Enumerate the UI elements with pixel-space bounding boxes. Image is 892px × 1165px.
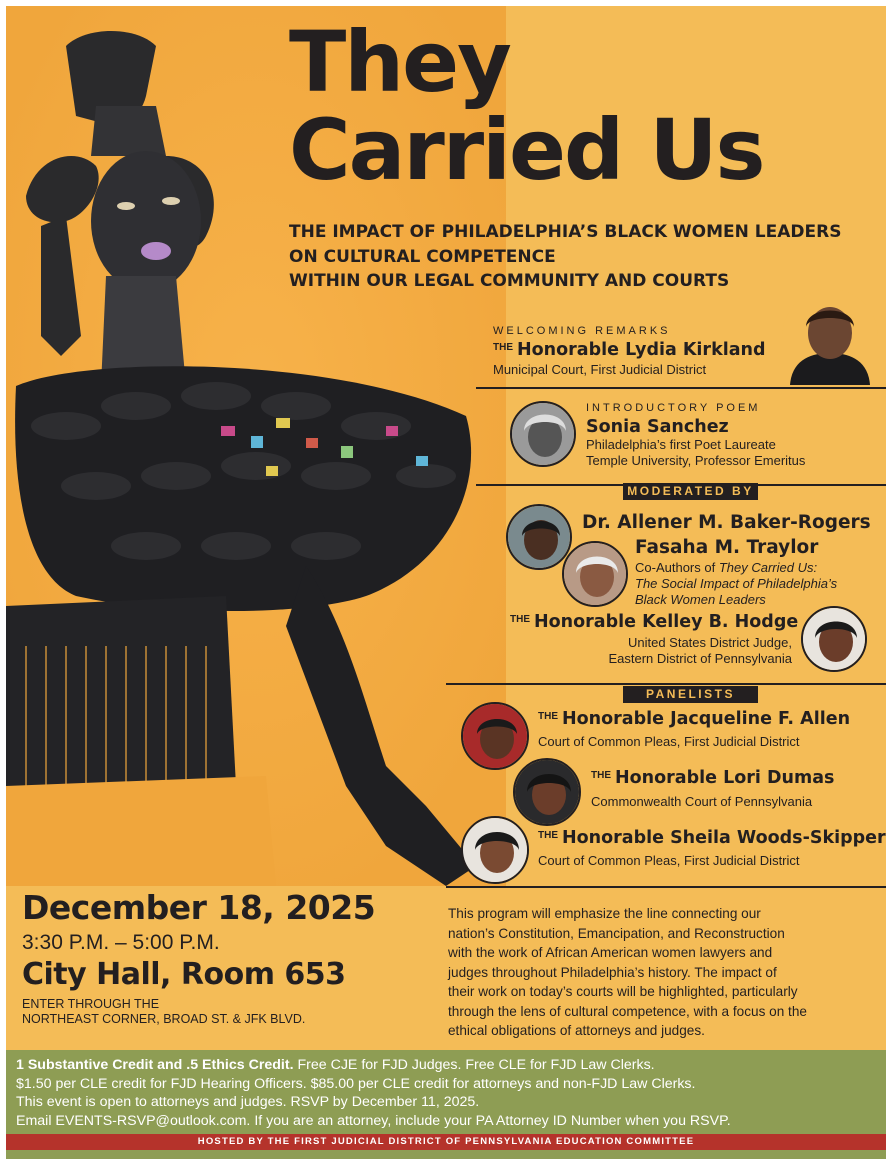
- credits-line-4: Email EVENTS-RSVP@outlook.com. If you are an attorney, include your PA Attorney ID Number when you RSVP.: [16, 1112, 731, 1129]
- coauthors-line: [635, 560, 817, 576]
- description-line: nation’s Constitution, Emancipation, and Reconstruction: [448, 925, 785, 941]
- description-line: their work on today’s courts will be highlighted, particularly: [448, 984, 798, 999]
- moderated-band: MODERATED BY: [623, 483, 758, 500]
- subtitle-line-2: ON CULTURAL COMPETENCE: [289, 246, 556, 267]
- poster-title: [289, 13, 764, 199]
- welcoming-label: WELCOMING REMARKS: [493, 325, 671, 337]
- moderator-hodge: [510, 612, 798, 632]
- entrance-line-1: ENTER THROUGH THE: [22, 997, 160, 1011]
- credits-box: [6, 1050, 886, 1134]
- event-details: [22, 888, 375, 1027]
- photo-sheila-woods-skipper: [461, 816, 529, 884]
- credits-bold: 1 Substantive Credit and .5 Ethics Credit.: [16, 1057, 294, 1073]
- poem-line-1: Philadelphia’s first Poet Laureate: [586, 437, 776, 452]
- panelist-3-affiliation: Court of Common Pleas, First Judicial District: [538, 853, 800, 868]
- photo-fasaha-traylor: [562, 541, 628, 607]
- event-date-day: December 18,: [22, 888, 275, 927]
- description-line: judges throughout Philadelphia’s history. The impact of: [448, 964, 777, 980]
- divider-3: [446, 683, 886, 685]
- the-prefix: THE: [538, 711, 558, 722]
- book-title-3: [635, 592, 766, 608]
- hodge-affiliation-2: Eastern District of Pennsylvania: [608, 651, 792, 666]
- book-title-1: They Carried Us:: [718, 560, 818, 575]
- the-prefix: THE: [493, 342, 513, 353]
- photo-kelley-hodge: [801, 606, 867, 672]
- poem-line-2: Temple University, Professor Emeritus: [586, 453, 806, 468]
- entrance-line-2: NORTHEAST CORNER, BROAD ST. & JFK BLVD.: [22, 1012, 306, 1026]
- divider-1: [476, 387, 886, 389]
- subtitle-line-3: WITHIN OUR LEGAL COMMUNITY AND COURTS: [289, 271, 730, 291]
- event-poster: [6, 6, 886, 1159]
- panelist-3: [538, 828, 886, 848]
- bottom-strip: [6, 1150, 886, 1159]
- book-title-2: [635, 576, 837, 592]
- photo-lydia-kirkland: [782, 289, 878, 385]
- photo-lori-dumas: [513, 758, 581, 826]
- panelist-2-affiliation: Commonwealth Court of Pennsylvania: [591, 794, 813, 809]
- event-room: City Hall, Room 653: [22, 957, 346, 992]
- description-line: through the lens of cultural competence, with a focus on the: [448, 1003, 807, 1019]
- book-title-2-text: The Social Impact of Philadelphia’s: [635, 576, 838, 591]
- subtitle-line-1: THE IMPACT OF PHILADELPHIA’S BLACK WOMEN LEADERS: [289, 222, 842, 242]
- moderator-name-2: Fasaha M. Traylor: [635, 537, 819, 558]
- divider-4: [446, 886, 886, 888]
- event-year: 2025: [274, 888, 376, 927]
- the-prefix: THE: [510, 614, 530, 625]
- credits-line-3: This event is open to attorneys and judges. RSVP by December 11, 2025.: [16, 1094, 480, 1110]
- panelist-1: [538, 709, 850, 729]
- host-footer: HOSTED BY THE FIRST JUDICIAL DISTRICT OF PENNSYLVANIA EDUCATION COMMITTEE: [6, 1134, 886, 1150]
- panelists-band: PANELISTS: [623, 686, 758, 703]
- poem-label: INTRODUCTORY POEM: [586, 402, 761, 414]
- panelist-3-name: Honorable Sheila Woods-Skipper: [562, 828, 886, 848]
- welcoming-affiliation: Municipal Court, First Judicial District: [493, 362, 707, 377]
- photo-jacqueline-allen: [461, 702, 529, 770]
- photo-sonia-sanchez: [510, 401, 576, 467]
- credits-line-1: [16, 1056, 876, 1075]
- hodge-affiliation-1: United States District Judge,: [627, 635, 792, 650]
- welcoming-speaker: [493, 340, 766, 360]
- title-line-2: Carried Us: [289, 101, 764, 199]
- moderator-name-1: Dr. Allener M. Baker-Rogers: [582, 512, 871, 533]
- the-prefix: THE: [591, 770, 611, 781]
- book-title-3-text: Black Women Leaders: [635, 592, 766, 607]
- coauthors-prefix: Co-Authors of: [635, 560, 719, 575]
- the-prefix: THE: [538, 830, 558, 841]
- panelist-2-name: Honorable Lori Dumas: [615, 768, 835, 788]
- panelist-2: [591, 768, 834, 788]
- poster-subtitle: [289, 220, 879, 294]
- title-line-1: They: [289, 13, 510, 111]
- poem-name: Sonia Sanchez: [586, 417, 729, 437]
- event-date: [22, 888, 375, 927]
- moderator-name-3: Honorable Kelley B. Hodge: [534, 612, 799, 632]
- credits-line-2: $1.50 per CLE credit for FJD Hearing Officers. $85.00 per CLE credit for attorneys and non-FJD Law Clerks.: [16, 1075, 696, 1092]
- description-line: ethical obligations of attorneys and judges.: [448, 1023, 705, 1038]
- panelist-1-affiliation: Court of Common Pleas, First Judicial District: [538, 734, 800, 749]
- panelist-1-name: Honorable Jacqueline F. Allen: [562, 709, 851, 729]
- photo-allener-baker-rogers: [506, 504, 572, 570]
- program-description: [448, 904, 884, 1041]
- event-time: 3:30 P.M. – 5:00 P.M.: [22, 931, 220, 954]
- description-line: This program will emphasize the line connecting our: [448, 906, 761, 921]
- description-line: with the work of African American women lawyers and: [448, 945, 773, 960]
- welcoming-name: Honorable Lydia Kirkland: [517, 340, 766, 360]
- credits-line-1-rest: Free CJE for FJD Judges. Free CLE for FJD Law Clerks.: [293, 1057, 655, 1073]
